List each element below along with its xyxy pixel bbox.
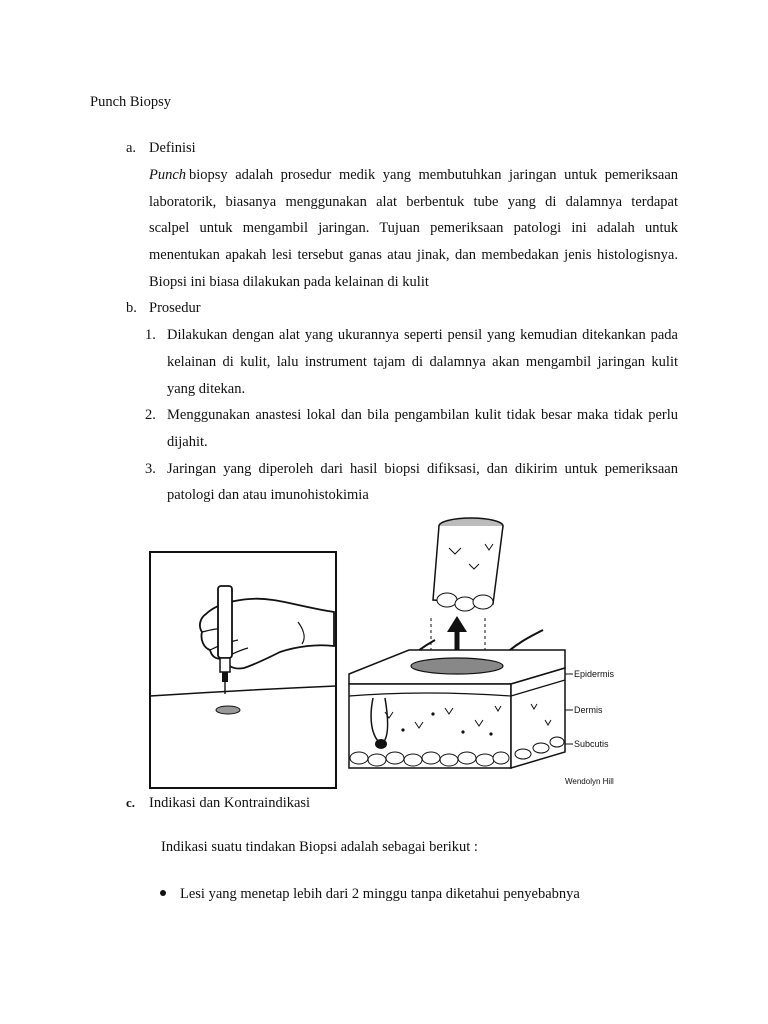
step-1-line-2: kelainan di kulit, lalu instrument tajam di dalamnya akan mengambil jaringan kulit — [167, 354, 678, 370]
section-b-heading: Prosedur — [149, 300, 201, 316]
definition-line-3: scalpel untuk mengambil jaringan. Tujuan pemeriksaan patologi ini adalah untuk — [149, 220, 678, 236]
step-1-line-3: yang ditekan. — [167, 381, 246, 397]
indication-bullet-1: Lesi yang menetap lebih dari 2 minggu tanpa diketahui penyebabnya — [180, 886, 580, 902]
step-2-line-1: Menggunakan anastesi lokal dan bila pengambilan kulit tidak besar maka tidak perlu — [167, 407, 678, 423]
section-c-marker: c. — [126, 795, 136, 810]
step-2-number: 2. — [145, 407, 156, 423]
definition-line-5: Biopsi ini biasa dilakukan pada kelainan di kulit — [149, 274, 429, 290]
bullet-dot — [160, 890, 166, 896]
label-dermis: Dermis — [574, 705, 603, 715]
step-3-line-2: patologi dan atau imunohistokimia — [167, 487, 369, 503]
step-1-line-1: Dilakukan dengan alat yang ukurannya seperti pensil yang kemudian ditekankan pada — [167, 327, 678, 343]
indication-intro: Indikasi suatu tindakan Biopsi adalah sebagai berikut : — [161, 839, 478, 855]
section-b-marker: b. — [126, 300, 137, 316]
section-a-marker: a. — [126, 140, 137, 156]
step-3-number: 3. — [145, 461, 156, 477]
definition-italic-word: Punch — [149, 167, 187, 183]
label-epidermis: Epidermis — [574, 669, 615, 679]
page-title: Punch Biopsy — [90, 94, 171, 110]
label-subcutis: Subcutis — [574, 739, 609, 749]
section-c-heading: Indikasi dan Kontraindikasi — [149, 795, 311, 811]
punch-tool-illustration — [148, 550, 338, 790]
definition-line-4: menentukan apakah lesi tersebut ganas atau jinak, dan membedakan jenis histologisnya. — [149, 247, 678, 263]
figure-credit: Wendolyn Hill — [565, 777, 614, 786]
step-2-line-2: dijahit. — [167, 434, 208, 450]
step-3-line-1: Jaringan yang diperoleh dari hasil biopsi difiksasi, dan dikirim untuk pemeriksaan — [167, 461, 678, 477]
definition-line-1: biopsy adalah prosedur medik yang membutuhkan jaringan untuk pemeriksaan — [189, 167, 678, 183]
skin-biopsy-diagram — [345, 508, 635, 794]
definition-line-2: laboratorik, biasanya menggunakan alat berbentuk tube yang di dalamnya terdapat — [149, 194, 678, 210]
section-a-heading: Definisi — [149, 140, 196, 156]
step-1-number: 1. — [145, 327, 156, 343]
